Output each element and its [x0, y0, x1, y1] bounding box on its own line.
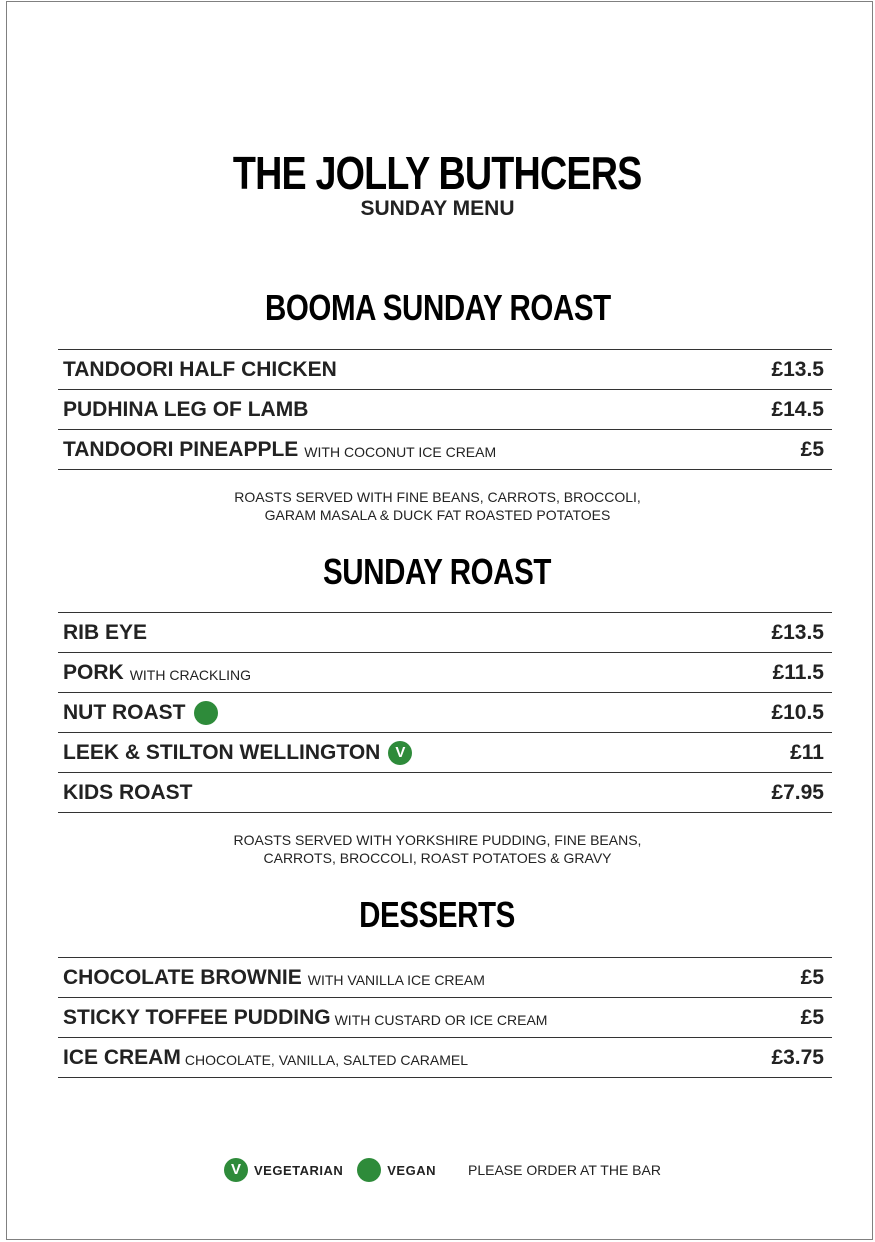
- item-price: £3.75: [771, 1045, 824, 1069]
- vegan-label: VEGAN: [387, 1162, 436, 1178]
- item-description: WITH CUSTARD OR ICE CREAM: [334, 1011, 548, 1028]
- menu-row: [58, 390, 832, 430]
- item-price: £5: [800, 437, 824, 461]
- menu-row: [58, 998, 832, 1038]
- serving-note-line: ROASTS SERVED WITH YORKSHIRE PUDDING, FINE BEANS,: [233, 832, 642, 848]
- vegan-badge-icon: [194, 701, 218, 725]
- item-name: RIB EYE: [63, 620, 148, 644]
- vegetarian-label: VEGETARIAN: [254, 1162, 344, 1178]
- item-price: £14.5: [771, 397, 824, 421]
- order-note: PLEASE ORDER AT THE BAR: [468, 1162, 661, 1178]
- item-price: £7.95: [771, 780, 824, 804]
- item-name: PORK: [63, 660, 124, 684]
- menu-row: [58, 693, 832, 733]
- item-price: £13.5: [771, 357, 824, 381]
- menu-row: [58, 958, 832, 998]
- vegetarian-badge-icon: V: [388, 741, 412, 765]
- item-name: TANDOORI HALF CHICKEN: [63, 357, 337, 381]
- serving-note: [0, 488, 875, 524]
- item-name: KIDS ROAST: [63, 780, 193, 804]
- item-description: CHOCOLATE, VANILLA, SALTED CARAMEL: [184, 1051, 469, 1068]
- item-name: NUT ROAST: [63, 700, 186, 724]
- menu-row: [58, 350, 832, 390]
- item-price: £11.5: [772, 660, 824, 684]
- menu-subtitle: SUNDAY MENU: [360, 197, 515, 220]
- menu-row: [58, 653, 832, 693]
- item-price: £5: [800, 965, 824, 989]
- restaurant-name: THE JOLLY BUTHCERS: [233, 147, 642, 199]
- item-price: £5: [800, 1005, 824, 1029]
- serving-note-line: ROASTS SERVED WITH FINE BEANS, CARROTS, BROCCOLI,: [234, 489, 641, 505]
- section-heading-desserts: DESSERTS: [359, 894, 516, 935]
- menu-table-sunday-roast: [58, 612, 832, 813]
- item-price: £13.5: [771, 620, 824, 644]
- serving-note-line: CARROTS, BROCCOLI, ROAST POTATOES & GRAVY: [263, 850, 612, 866]
- item-name: CHOCOLATE BROWNIE: [63, 965, 302, 989]
- item-description: WITH VANILLA ICE CREAM: [307, 971, 485, 988]
- dietary-legend: [224, 1158, 661, 1182]
- item-name: ICE CREAM: [63, 1045, 181, 1069]
- section-heading-sunday-roast: SUNDAY ROAST: [323, 551, 552, 592]
- vegetarian-badge-icon: V: [224, 1158, 248, 1182]
- serving-note-line: GARAM MASALA & DUCK FAT ROASTED POTATOES: [264, 507, 611, 523]
- menu-table-booma: [58, 349, 832, 470]
- serving-note: [0, 831, 875, 867]
- item-description: WITH COCONUT ICE CREAM: [304, 443, 497, 460]
- section-heading-booma-sunday-roast: BOOMA SUNDAY ROAST: [264, 287, 611, 328]
- menu-table-desserts: [58, 957, 832, 1078]
- menu-row: [58, 773, 832, 813]
- item-price: £11: [790, 740, 824, 764]
- item-price: £10.5: [771, 700, 824, 724]
- item-name: PUDHINA LEG OF LAMB: [63, 397, 309, 421]
- vegan-badge-icon: [357, 1158, 381, 1182]
- item-name: STICKY TOFFEE PUDDING: [63, 1005, 331, 1029]
- menu-row: [58, 613, 832, 653]
- item-name: LEEK & STILTON WELLINGTON: [63, 740, 381, 764]
- item-description: WITH CRACKLING: [129, 666, 252, 683]
- title-block: [0, 146, 875, 220]
- menu-row: [58, 1038, 832, 1078]
- menu-row: [58, 430, 832, 470]
- item-name: TANDOORI PINEAPPLE: [63, 437, 299, 461]
- menu-row: [58, 733, 832, 773]
